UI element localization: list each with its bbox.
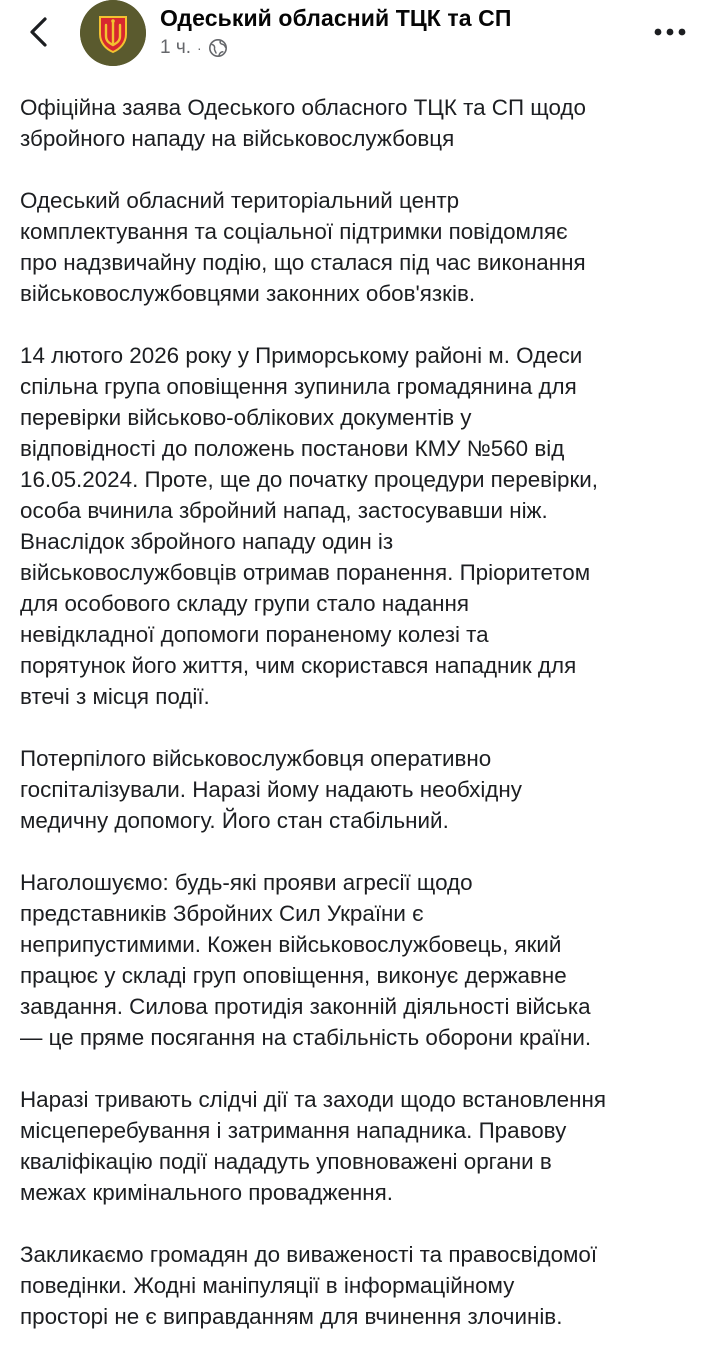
emblem-trident-shield-icon <box>80 0 146 66</box>
chevron-left-icon <box>22 14 58 50</box>
avatar[interactable] <box>80 0 146 66</box>
post-paragraph: Наразі тривають слідчі дії та заходи щодо встановлення місцеперебування і затримання нападника. Правову кваліфікацію події нададуть уповноважені органи в межах кримінального провадження. <box>20 1087 606 1205</box>
post-paragraph: Потерпілого військовослужбовця оперативно госпіталізували. Наразі йому надають необхідну медичну допомогу. Його стан стабільний. <box>20 746 522 833</box>
post-paragraph: Наголошуємо: будь-які прояви агресії щодо представників Збройних Сил України є неприпустимими. Кожен військовослужбовець, який працює у складі груп оповіщення, виконує державне завдання. Силова протидія законній діяльності війська — це пряме посягання на стабільність оборони країни. <box>20 870 592 1050</box>
post-paragraph-title: Офіційна заява Одеського обласного ТЦК та СП щодо збройного нападу на військовослужбовця <box>20 95 586 151</box>
post-meta <box>160 37 228 59</box>
page-name-link[interactable]: Одеський обласний ТЦК та СП <box>160 5 512 31</box>
more-options-button[interactable] <box>650 20 690 44</box>
meta-separator: · <box>197 40 202 56</box>
post-timestamp[interactable]: 1 ч. <box>160 37 192 58</box>
globe-icon <box>208 38 228 58</box>
post-header <box>0 0 709 72</box>
post-text <box>20 92 700 1363</box>
post-paragraph: Одеський обласний територіальний центр комплектування та соціальної підтримки повідомляє про надзвичайну подію, що сталася під час виконання військовослужбовцями законних обов'язків. <box>20 188 586 306</box>
back-button[interactable] <box>22 14 58 50</box>
post-paragraph: 14 лютого 2026 року у Приморському районі м. Одеси спільна група оповіщення зупинила громадянина для перевірки військово-облікових документів у відповідності до положень постанови КМУ №560 від 16.05.2024. Проте, ще до початку процедури перевірки, особа вчинила збройний напад, застосувавши ніж. Внаслідок збройного нападу один із військовослужбовців отримав поранення. Пріоритетом для особового складу групи стало надання невідкладної допомоги пораненому колезі та порятунок його життя, чим скористався нападник для втечі з місця події. <box>20 343 599 709</box>
more-horizontal-icon <box>650 20 690 44</box>
post-paragraph: Закликаємо громадян до виваженості та правосвідомої поведінки. Жодні маніпуляції в інформаційному просторі не є виправданням для вчинення злочинів. <box>20 1242 598 1329</box>
